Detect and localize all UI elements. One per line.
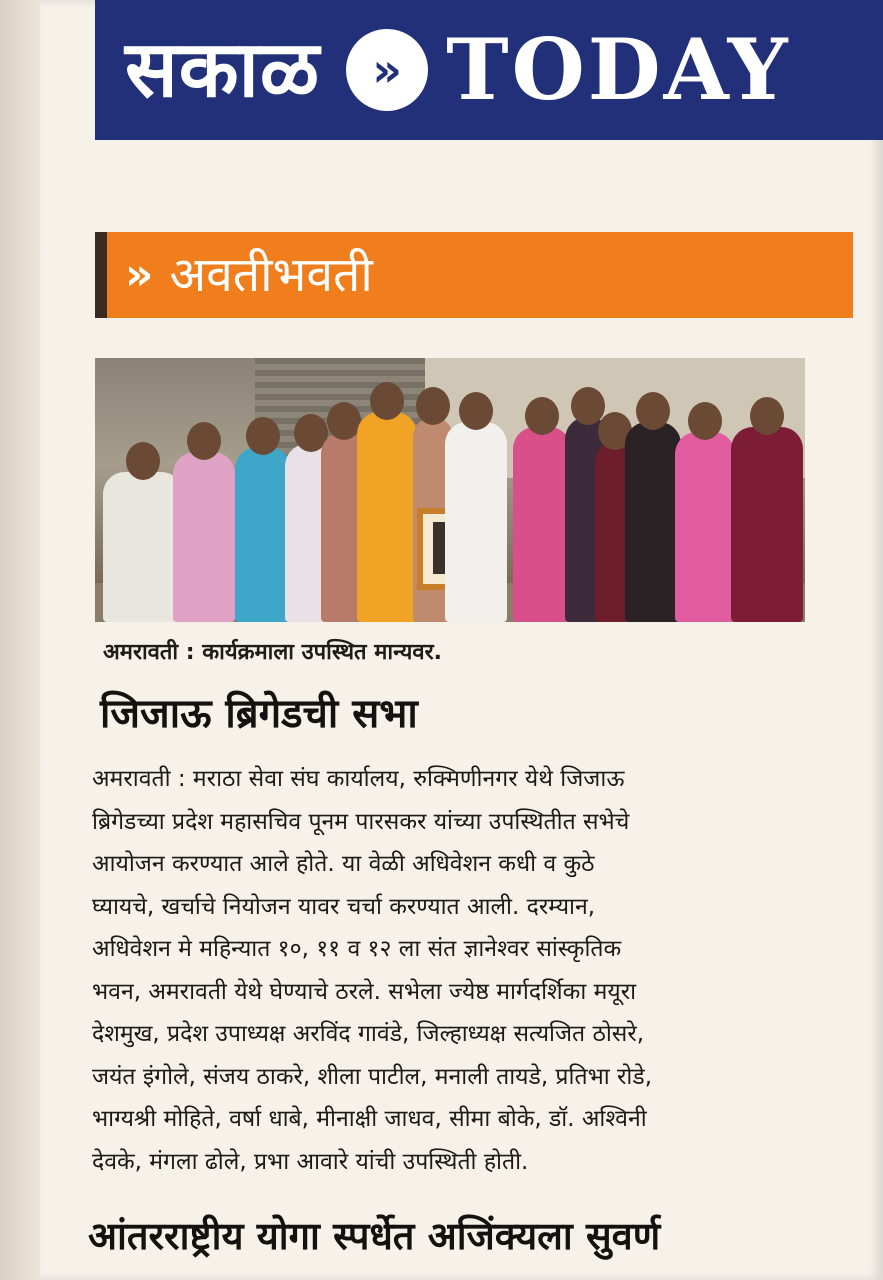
masthead-brand-latin: TODAY <box>446 20 791 119</box>
person-figure <box>513 427 571 622</box>
article-body <box>92 758 852 1183</box>
article-body-line: अधिवेशन मे महिन्यात १०, ११ व १२ ला संत ज्ञानेश्वर सांस्कृतिक <box>92 936 622 962</box>
masthead <box>95 0 883 140</box>
next-article-headline: आंतरराष्ट्रीय योगा स्पर्धेत अजिंक्यला सुवर्ण <box>88 1214 661 1258</box>
article-body-line: भवन, अमरावती येथे घेण्याचे ठरले. सभेला ज्येष्ठ मार्गदर्शिका मयूरा <box>92 978 637 1005</box>
article-body-line: देशमुख, प्रदेश उपाध्यक्ष अरविंद गावंडे, जिल्हाध्यक्ष सत्यजित ठोसरे, <box>92 1021 645 1047</box>
article-headline: जिजाऊ ब्रिगेडची सभा <box>100 691 418 737</box>
section-banner-strip <box>95 232 107 318</box>
article-body-line: ब्रिगेडच्या प्रदेश महासचिव पूनम पारसकर यांच्या उपस्थितीत सभेचे <box>92 808 630 835</box>
person-figure <box>625 422 681 622</box>
person-figure <box>445 422 507 622</box>
section-banner <box>95 232 853 318</box>
event-photo <box>95 358 805 622</box>
person-figure <box>675 432 735 622</box>
article-body-line: देवके, मंगला ढोले, प्रभा आवारे यांची उपस्थिती होती. <box>92 1148 529 1175</box>
chevron-right-icon: » <box>346 29 428 111</box>
article-body-line: आयोजन करण्यात आले होते. या वेळी अधिवेशन कधी व कुठे <box>92 851 595 877</box>
chevron-right-icon: » <box>125 249 154 300</box>
article-body-line: जयंत इंगोले, संजय ठाकरे, शीला पाटील, मनाली तायडे, प्रतिभा रोडे, <box>92 1063 653 1090</box>
masthead-brand-devanagari: सकाळ <box>125 25 321 115</box>
person-figure <box>357 412 417 622</box>
person-figure <box>103 472 183 622</box>
page-margin <box>0 0 40 1280</box>
person-figure <box>173 452 235 622</box>
photo-caption: अमरावती : कार्यक्रमाला उपस्थित मान्यवर. <box>103 640 442 665</box>
article-body-line: अमरावती : मराठा सेवा संघ कार्यालय, रुक्मिणीनगर येथे जिजाऊ <box>92 766 625 792</box>
article-body-line: घ्यायचे, खर्चाचे नियोजन यावर चर्चा करण्यात आली. दरम्यान, <box>92 893 596 920</box>
person-figure <box>235 447 291 622</box>
section-label: अवतीभवती <box>169 247 373 303</box>
person-figure <box>731 427 803 622</box>
article-body-line: भाग्यश्री मोहिते, वर्षा धाबे, मीनाक्षी जाधव, सीमा बोके, डॉ. अश्विनी <box>92 1106 647 1132</box>
